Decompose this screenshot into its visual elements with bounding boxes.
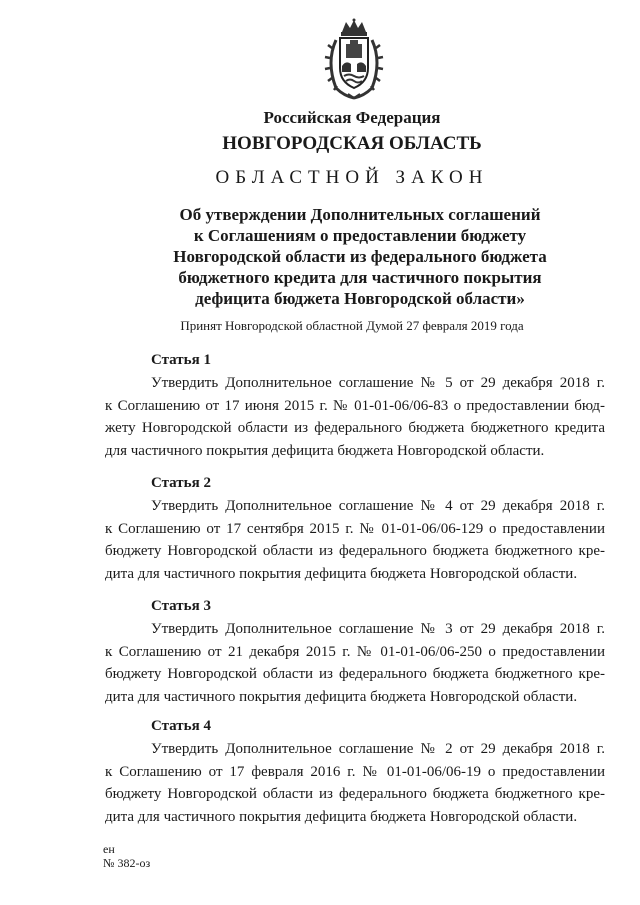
law-title-line: к Соглашениям о предоставлении бюджету	[193, 226, 527, 245]
law-title	[150, 204, 570, 309]
article-text	[105, 738, 605, 828]
article-heading: Статья 2	[151, 475, 211, 491]
article-line: Утвердить Дополнительное соглашение № 5 от 29 декабря 2018 г.	[151, 375, 605, 391]
adoption-note: Принят Новгородской областной Думой 27 февраля 2019 года	[180, 318, 524, 333]
article-line: жету Новгородской области из федерального бюджета бюджетного кредита	[105, 420, 605, 436]
article-heading: Статья 4	[151, 718, 211, 734]
article-line: дита для частичного покрытия дефицита бюджета Новгородской области.	[105, 808, 578, 825]
region-heading: НОВГОРОДСКАЯ ОБЛАСТЬ	[222, 133, 482, 154]
law-title-line: Об утверждении Дополнительных соглашений	[179, 205, 541, 224]
article-line: Утвердить Дополнительное соглашение № 3 от 29 декабря 2018 г.	[151, 621, 605, 637]
article-line: дита для частичного покрытия дефицита бюджета Новгородской области.	[105, 565, 578, 582]
novgorod-coat-of-arms-emblem	[322, 18, 386, 100]
article-line: к Соглашению от 17 сентября 2015 г. № 01-01-06/06-129 о предоставлении	[105, 520, 605, 537]
law-title-line: бюджетного кредита для частичного покрытия	[178, 268, 542, 287]
article-line: дита для частичного покрытия дефицита бюджета Новгородской области.	[105, 688, 578, 705]
article-1	[105, 352, 605, 462]
article-text	[105, 495, 605, 585]
law-number: № 382-оз	[103, 856, 151, 870]
law-title-line: дефицита бюджета Новгородской области»	[195, 289, 525, 308]
article-line: к Соглашению от 21 декабря 2015 г. № 01-01-06/06-250 о предоставлении	[105, 643, 605, 660]
author-initials: ен	[103, 842, 115, 856]
article-2	[105, 475, 605, 585]
article-4	[105, 718, 605, 828]
article-line: к Соглашению от 17 февраля 2016 г. № 01-01-06/06-19 о предоставлении	[105, 763, 605, 780]
article-3	[105, 598, 605, 708]
document-footer	[103, 842, 150, 870]
article-line: Утвердить Дополнительное соглашение № 4 от 29 декабря 2018 г.	[151, 498, 605, 514]
document-type-heading: ОБЛАСТНОЙ ЗАКОН	[215, 167, 489, 188]
article-line: бюджету Новгородской области из федерального бюджета бюджетного кре-	[105, 666, 605, 682]
article-heading: Статья 1	[151, 352, 211, 368]
article-line: Утвердить Дополнительное соглашение № 2 от 29 декабря 2018 г.	[151, 741, 605, 757]
article-line: бюджету Новгородской области из федерального бюджета бюджетного кре-	[105, 786, 605, 802]
country-heading: Российская Федерация	[263, 108, 441, 127]
article-text	[105, 618, 605, 708]
article-text	[105, 372, 605, 462]
article-heading: Статья 3	[151, 598, 211, 614]
article-line: бюджету Новгородской области из федерального бюджета бюджетного кре-	[105, 543, 605, 559]
article-line: к Соглашению от 17 июня 2015 г. № 01-01-06/06-83 о предоставлении бюд-	[105, 397, 605, 414]
article-line: для частичного покрытия дефицита бюджета Новгородской области.	[105, 442, 545, 459]
law-title-line: Новгородской области из федерального бюджета	[173, 247, 547, 266]
